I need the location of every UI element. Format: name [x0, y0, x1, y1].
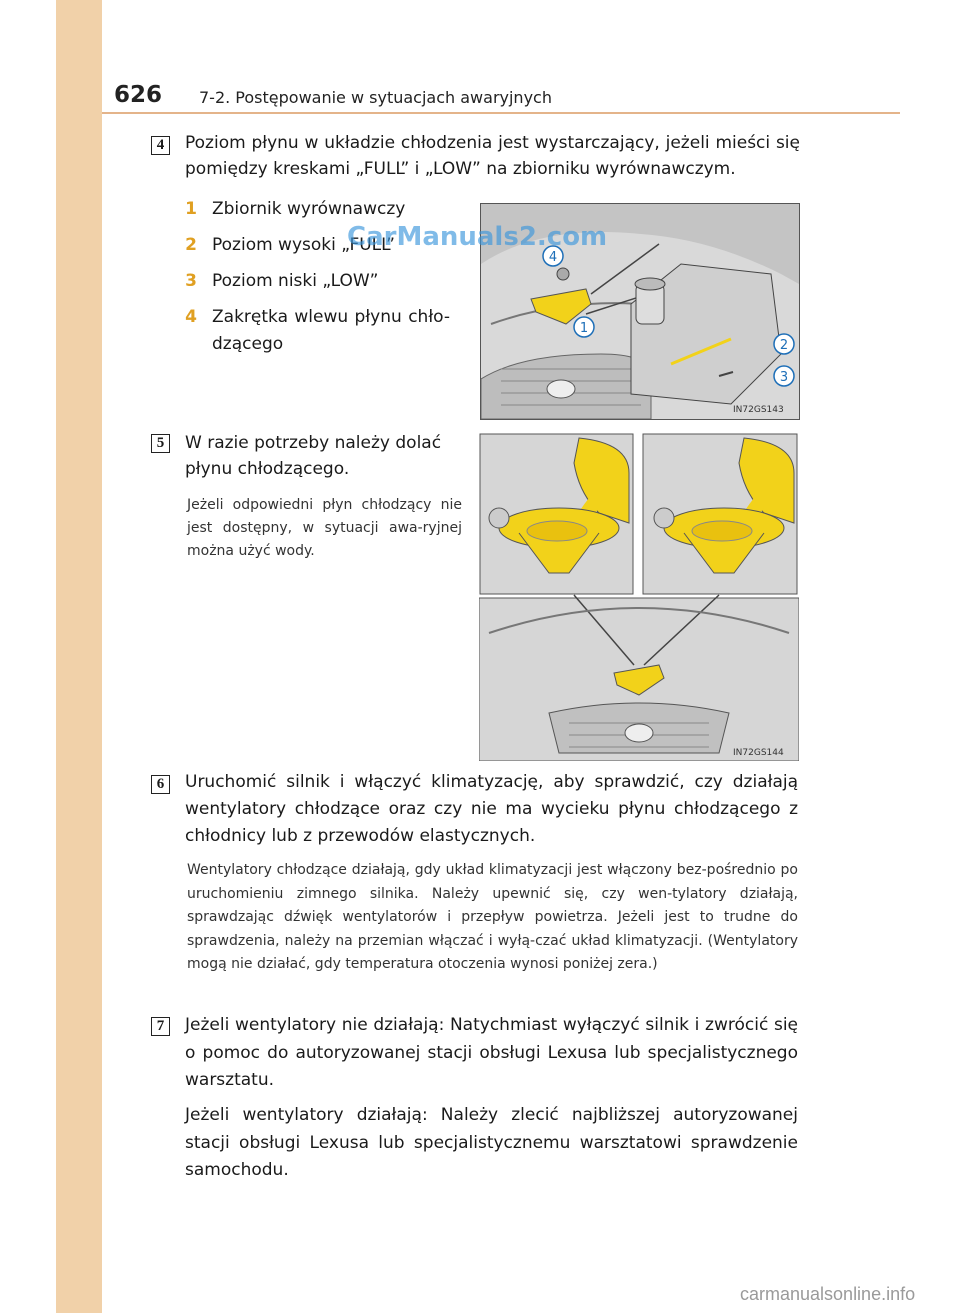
figure-adding-coolant [479, 433, 799, 761]
step-5-note: Jeżeli odpowiedni płyn chłodzący nie jest dostępny, w sytuacji awa-ryjnej można użyć wody. [187, 497, 462, 559]
legend-item-1 [182, 196, 452, 223]
side-tab-stripe [56, 0, 102, 1313]
legend-label-4: Zakrętka wlewu płynu chło-dzącego [212, 307, 450, 354]
step-6-text: Uruchomić silnik i włączyć klimatyzację, aby sprawdzić, czy działają wentylatory chłodzące oraz czy nie ma wycieku płynu chłodzącego z chłodnicy lub z przewodów elastycznych. [185, 772, 798, 846]
svg-text:1: 1 [579, 321, 589, 336]
footer-site-credit: carmanualsonline.info [740, 1284, 916, 1304]
legend-number-1: 1 [185, 199, 197, 219]
figure-code-2: IN72GS144 [733, 748, 784, 758]
watermark: CarManuals2.com [347, 222, 608, 252]
step-4-text: Poziom płynu w układzie chłodzenia jest wystarczający, jeżeli mieści się pomiędzy kreskami „FULL” i „LOW” na zbiorniku wyrównawczym. [185, 133, 800, 179]
header-rule [102, 112, 900, 114]
step-5-text: W razie potrzeby należy dolać płynu chłodzącego. [185, 433, 442, 479]
step-badge-7: 7 [151, 1017, 170, 1036]
legend-number-3: 3 [185, 271, 197, 291]
legend-number-2: 2 [185, 235, 197, 255]
figure-code-1: IN72GS143 [733, 405, 784, 415]
page-number: 626 [114, 82, 163, 108]
step-badge-4: 4 [151, 136, 170, 155]
step-6-note: Wentylatory chłodzące działają, gdy układ klimatyzacji jest włączony bez-pośrednio po uruchomieniu zimnego silnika. Należy upewnić się, czy wen-tylatory działają, sprawdzając dźwięk wentylatorów i przepływ powietrza. Jeżeli jest to trudne do sprawdzenia, należy na przemian włączać i wyłą-czać układ klimatyzacji. (Wentylatory mogą nie działać, gdy temperatura otoczenia wynosi poniżej zera.) [187, 862, 798, 972]
svg-text:2: 2 [779, 338, 789, 353]
legend-number-4: 4 [185, 307, 197, 327]
step-badge-6: 6 [151, 775, 170, 794]
section-title: 7-2. Postępowanie w sytuacjach awaryjnych [199, 88, 552, 107]
svg-text:4: 4 [548, 250, 558, 265]
legend-item-3 [182, 268, 452, 295]
legend-item-4 [182, 304, 450, 358]
step-7-text-a: Jeżeli wentylatory nie działają: Natychmiast wyłączyć silnik i zwrócić się o pomoc do autoryzowanej stacji obsługi Lexusa lub specjalistycznego warsztatu. [185, 1015, 798, 1090]
legend-label-3: Poziom niski „LOW” [212, 271, 379, 291]
step-7-text-b: Jeżeli wentylatory działają: Należy zlecić najbliższej autoryzowanej stacji obsługi Lexusa lub specjalistycznemu warsztatowi sprawdzenie samochodu. [185, 1105, 798, 1180]
step-badge-5: 5 [151, 434, 170, 453]
legend-label-2: Poziom wysoki „FULL” [212, 235, 395, 255]
legend-label-1: Zbiornik wyrównawczy [212, 199, 406, 219]
svg-text:3: 3 [779, 370, 789, 385]
